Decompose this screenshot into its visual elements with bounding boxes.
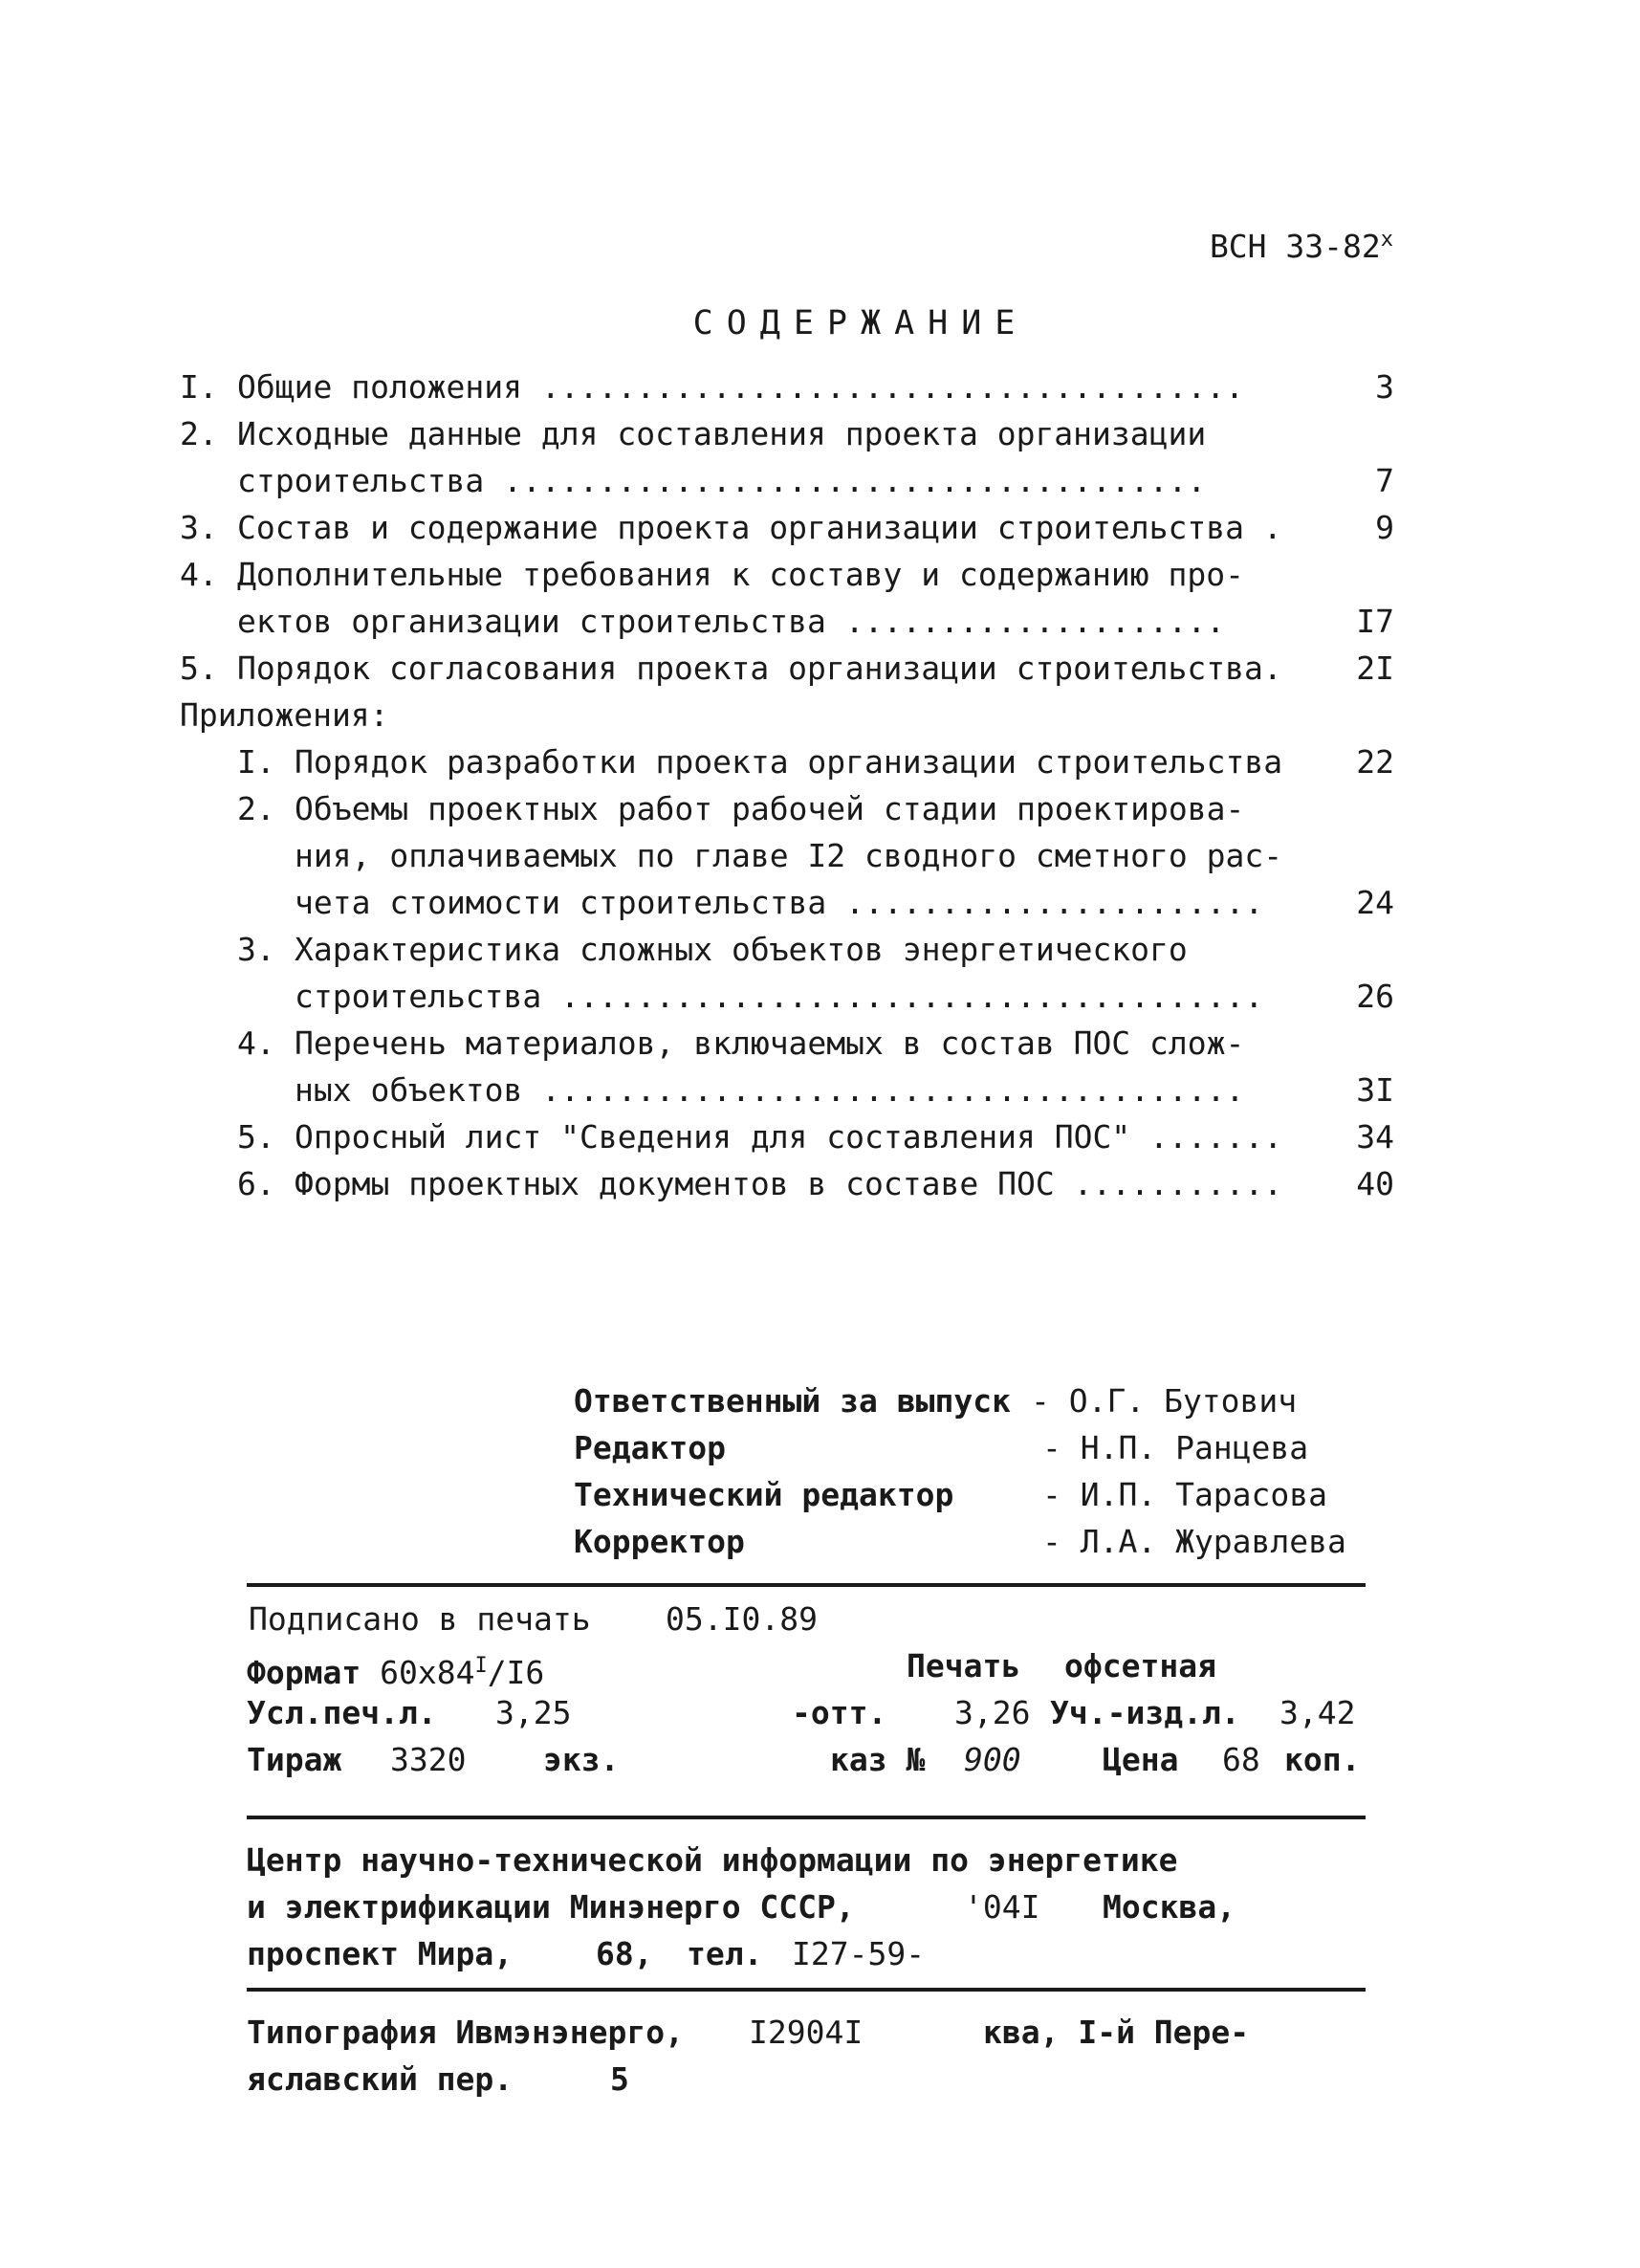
toc-entry-text: Порядок согласования проекта организации строительства. [237,650,1282,687]
toc-entry-text: Характеристика сложных объектов энергетического [295,931,1188,968]
toc-entry-text: Состав и содержание проекта организации строительства . [237,509,1282,546]
toc-entry [180,1113,1394,1160]
credit-role: Ответственный за выпуск [574,1382,1011,1420]
credit-row [574,1518,1367,1565]
toc-entry [180,1020,1394,1067]
toc-entry [180,738,1394,785]
toc-entry-text: строительства ..................................... [295,978,1264,1015]
toc-entry [180,879,1394,926]
toc-entry [180,504,1394,551]
toc-entry-text: ектов организации строительства .................... [237,603,1226,640]
toc-entry-text: строительства ..................................... [237,462,1207,499]
toc-entry-page: 24 [1356,884,1394,921]
toc-entry-number: 5. [180,650,218,687]
toc-entry-number: 2. [237,790,275,827]
toc-entry-number: I. [180,368,218,406]
toc-entry-number: I. [237,743,275,781]
toc-entry-page: 34 [1356,1118,1394,1156]
toc-entry-page: 3I [1356,1071,1394,1109]
toc-entry-text: чета стоимости строительства ...................... [295,884,1264,921]
toc-entry-text: ных объектов ..................................... [295,1071,1245,1109]
toc-entry [180,692,1394,738]
divider [247,1583,1366,1587]
credit-role: Корректор [574,1523,745,1560]
divider [247,1816,1366,1819]
credit-row [574,1424,1367,1471]
toc-entry-text: ния, оплачиваемых по главе I2 сводного сметного рас- [295,837,1283,874]
toc-entry [180,410,1394,457]
toc-entry-number: 5. [237,1118,275,1156]
toc-entry-number: 4. [180,556,218,593]
credit-row [574,1471,1367,1518]
imprint-row-signed: Подписано в печать 05.I0.89 [249,1600,818,1638]
publisher-block: Центр научно-технической информации по энергетике и электрификации Минэнерго СССР, '04I Москва, проспект Мира, 68, тел. I27-59- [247,1841,1236,1972]
toc-entry-number: 3. [237,931,275,968]
toc-entry [180,457,1394,504]
credit-name: - И.П. Тарасова [1042,1476,1328,1513]
toc-entry-text: Общие положения ..................................... [237,368,1244,406]
credit-role: Технический редактор [574,1476,954,1513]
toc-entry-text: Формы проектных документов в составе ПОС ........... [295,1165,1283,1202]
toc-entry [180,926,1394,973]
credits-block [574,1377,1367,1565]
toc-entry-page: 2I [1356,650,1394,687]
toc-entry-number: 6. [237,1165,275,1202]
imprint-block [247,1596,1366,1783]
printing-house-block: Типография Ивмэнэнерго, I2904I ква, I-й Пере- яславский пер. 5 [247,2014,1250,2098]
toc-entry-text: Объемы проектных работ рабочей стадии проектирова- [295,790,1245,827]
credit-name: - Н.П. Ранцева [1042,1429,1309,1466]
toc-entry-text: Дополнительные требования к составу и содержанию про- [237,556,1244,593]
toc-entry-page: 3 [1375,368,1394,406]
toc-entry [180,598,1394,645]
toc-title: СОДЕРЖАНИЕ [692,304,1029,342]
divider [247,1988,1366,1992]
toc-entry-text: Порядок разработки проекта организации строительства [295,743,1283,781]
toc-entry-number: 2. [180,415,218,452]
toc-entry-page: 26 [1356,978,1394,1015]
toc-entry-text: Опросный лист "Сведения для составления ПОС" ....... [295,1118,1283,1156]
toc-entry-page: 9 [1375,509,1394,546]
toc-entry [180,551,1394,598]
credit-role: Редактор [574,1429,726,1466]
toc-entry-text: Перечень материалов, включаемых в состав ПОС слож- [295,1024,1245,1062]
toc-entry [180,785,1394,832]
table-of-contents [180,363,1394,1207]
toc-entry [180,1067,1394,1113]
toc-entry [180,363,1394,410]
toc-entry [180,973,1394,1020]
toc-entry-number: 4. [237,1024,275,1062]
toc-entry [180,645,1394,692]
toc-entry-text: Приложения: [180,696,389,734]
toc-entry-page: 22 [1356,743,1394,781]
toc-entry-page: 40 [1356,1165,1394,1202]
toc-entry-number: 3. [180,509,218,546]
toc-entry [180,832,1394,879]
imprint-row-sheets: Усл.печ.л. 3,25 -отт. 3,26 Уч.-изд.л. 3,42 [247,1694,1356,1731]
imprint-row-tirazh: Тираж 3320 экз. каз № 900 Цена 68 коп. [247,1741,1361,1778]
toc-entry-page: 7 [1375,462,1394,499]
toc-entry-text: Исходные данные для составления проекта организации [237,415,1207,452]
credit-row [574,1377,1367,1424]
credit-name: - О.Г. Бутович [1031,1382,1298,1420]
toc-entry-page: I7 [1356,603,1394,640]
imprint-row-format: Формат $60х84^I/I6$ Печать офсетная [247,1647,1216,1691]
credit-name: - Л.А. Журавлева [1042,1523,1346,1560]
toc-entry [180,1160,1394,1207]
document-code: ВСН $33-82^х$ [1209,228,1393,265]
